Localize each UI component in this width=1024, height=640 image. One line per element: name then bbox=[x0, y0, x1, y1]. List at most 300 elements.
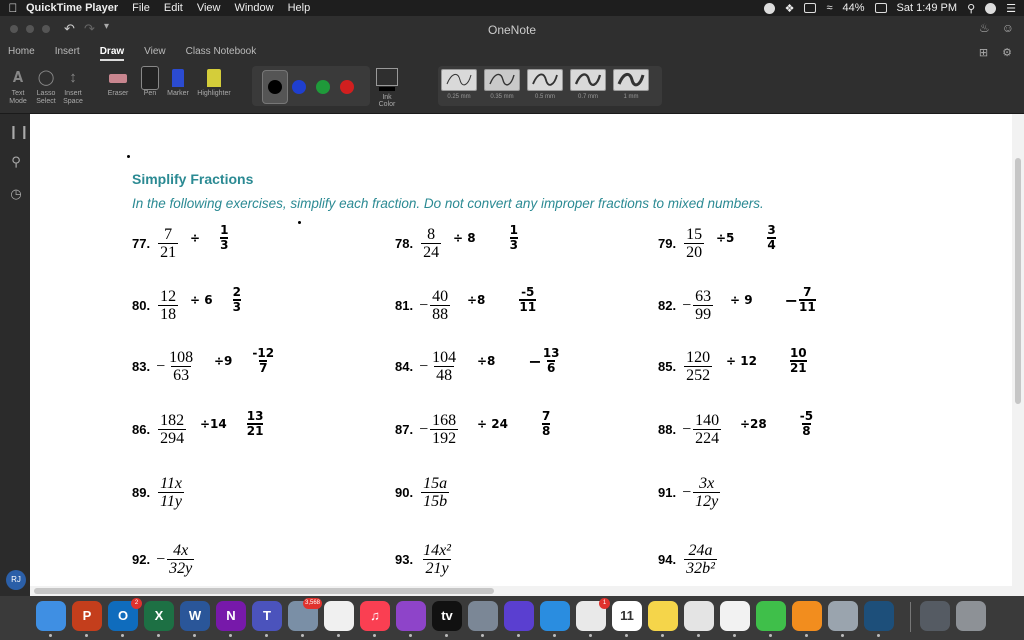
exercise-86[interactable] bbox=[132, 412, 186, 447]
handwritten-divisor: ÷8 bbox=[477, 354, 496, 368]
clock[interactable]: Sat 1:49 PM bbox=[896, 2, 958, 14]
denominator: 63 bbox=[173, 367, 190, 384]
page-heading[interactable]: Simplify Fractions bbox=[132, 171, 254, 187]
stroke-preview-icon bbox=[573, 72, 603, 88]
notification-badge: 1 bbox=[599, 598, 610, 609]
word-app-icon[interactable] bbox=[180, 601, 210, 631]
exercise-number: 88. bbox=[658, 422, 677, 437]
trash-app-icon[interactable] bbox=[956, 601, 986, 631]
numerator: 8 bbox=[427, 226, 436, 243]
tab-draw[interactable]: Draw bbox=[100, 42, 124, 62]
handwritten-numerator: -5 bbox=[521, 285, 535, 299]
tab-home[interactable]: Home bbox=[8, 46, 35, 57]
exercise-77[interactable] bbox=[132, 226, 178, 261]
launchpad-app-icon[interactable] bbox=[468, 601, 498, 631]
exercise-88[interactable] bbox=[658, 412, 721, 447]
denominator: 88 bbox=[432, 306, 449, 323]
handwritten-answer-84[interactable] bbox=[477, 347, 560, 375]
notification-badge: 3,568 bbox=[303, 598, 322, 609]
marker-icon bbox=[172, 69, 184, 87]
settings-icon[interactable]: ⚙ bbox=[1002, 47, 1012, 59]
handwritten-divisor: ÷ bbox=[190, 231, 201, 245]
exercise-79[interactable] bbox=[658, 226, 704, 261]
running-indicator bbox=[193, 634, 196, 637]
handwritten-negative: − bbox=[784, 290, 798, 310]
numerator: 24a bbox=[688, 542, 713, 559]
running-indicator bbox=[589, 634, 592, 637]
thickness-label: 0.5 mm bbox=[534, 94, 555, 100]
running-indicator bbox=[553, 634, 556, 637]
handwritten-answer-81[interactable] bbox=[467, 286, 536, 314]
negative-sign: − bbox=[682, 296, 692, 314]
exercise-82[interactable] bbox=[658, 288, 713, 323]
fraction bbox=[693, 412, 721, 447]
scroll-thumb[interactable] bbox=[1015, 158, 1021, 404]
numerator: 15 bbox=[686, 226, 703, 243]
downloads-app-icon[interactable] bbox=[920, 601, 950, 631]
running-indicator bbox=[157, 634, 160, 637]
color-blue-swatch[interactable] bbox=[292, 80, 306, 94]
eraser-icon bbox=[109, 74, 127, 83]
dropbox-icon[interactable]: ❖ bbox=[784, 2, 795, 15]
handwritten-answer-83[interactable] bbox=[214, 347, 274, 375]
feedback-smiley-icon[interactable]: ☺ bbox=[1001, 21, 1014, 35]
chrome-app-icon[interactable] bbox=[684, 601, 714, 631]
handwritten-fraction bbox=[220, 224, 228, 252]
running-indicator bbox=[661, 634, 664, 637]
handwritten-denominator: 21 bbox=[789, 361, 807, 375]
outlook-app-icon[interactable] bbox=[108, 601, 138, 631]
numerator: 15a bbox=[423, 475, 448, 492]
denominator: 24 bbox=[423, 244, 440, 261]
insert-space-button[interactable] bbox=[60, 66, 86, 106]
podcasts-app-icon[interactable] bbox=[396, 601, 426, 631]
facetime-app-icon[interactable] bbox=[756, 601, 786, 631]
redo-icon[interactable]: ↷ bbox=[84, 21, 95, 36]
handwritten-answer-86[interactable] bbox=[200, 410, 263, 438]
notification-badge: 2 bbox=[131, 598, 142, 609]
handwritten-numerator: -12 bbox=[252, 346, 275, 360]
fraction bbox=[684, 542, 717, 577]
user-avatar[interactable]: RJ bbox=[6, 570, 26, 590]
exercise-90[interactable] bbox=[395, 475, 449, 510]
lasso-select-label: Lasso Select bbox=[36, 90, 56, 105]
running-indicator bbox=[229, 634, 232, 637]
denominator: 32y bbox=[169, 560, 193, 577]
handwritten-numerator: 13 bbox=[542, 346, 560, 360]
preview-app-icon[interactable] bbox=[288, 601, 318, 631]
fraction bbox=[158, 412, 186, 447]
horizontal-scrollbar[interactable] bbox=[30, 586, 1024, 596]
fraction bbox=[158, 226, 178, 261]
numerator: 63 bbox=[695, 288, 712, 305]
tab-class-notebook[interactable]: Class Notebook bbox=[185, 46, 257, 57]
handwritten-fraction bbox=[799, 286, 816, 314]
screenshot-app-icon[interactable] bbox=[828, 601, 858, 631]
finder-app-icon[interactable] bbox=[36, 601, 66, 631]
highlighter-icon bbox=[207, 69, 221, 87]
handwritten-answer-78[interactable] bbox=[453, 224, 518, 252]
denominator: 224 bbox=[695, 430, 720, 447]
fraction bbox=[693, 475, 720, 510]
teams-app-icon[interactable] bbox=[252, 601, 282, 631]
thickness-gallery bbox=[438, 66, 662, 106]
app-icon-glyph: N bbox=[226, 608, 236, 623]
numerator: 12 bbox=[160, 288, 177, 305]
exercise-87[interactable] bbox=[395, 412, 458, 447]
handwritten-fraction bbox=[252, 347, 274, 375]
handwritten-negative: − bbox=[528, 351, 542, 371]
negative-sign: − bbox=[682, 420, 692, 438]
pen-label: Pen bbox=[143, 90, 157, 97]
handwritten-answer-85[interactable] bbox=[726, 347, 807, 375]
thickness-option[interactable] bbox=[483, 69, 521, 100]
handwritten-fraction bbox=[800, 410, 813, 438]
running-indicator bbox=[445, 634, 448, 637]
handwritten-denominator: 11 bbox=[799, 300, 816, 314]
airplay-icon[interactable] bbox=[804, 3, 816, 13]
menu-edit[interactable]: Edit bbox=[163, 2, 183, 14]
handwritten-fraction bbox=[519, 286, 536, 314]
fraction bbox=[421, 475, 449, 510]
denominator: 99 bbox=[695, 306, 712, 323]
app-name-menu[interactable]: QuickTime Player bbox=[26, 2, 119, 14]
powerpoint-app-icon[interactable] bbox=[72, 601, 102, 631]
color-green-swatch[interactable] bbox=[316, 80, 330, 94]
handwritten-denominator: 7 bbox=[259, 361, 268, 375]
exercise-81[interactable] bbox=[395, 288, 450, 323]
window-titlebar bbox=[0, 16, 1024, 42]
thickness-option[interactable] bbox=[440, 69, 478, 100]
siri-app-icon[interactable] bbox=[504, 601, 534, 631]
numerator: 40 bbox=[432, 288, 449, 305]
exercise-number: 86. bbox=[132, 422, 151, 437]
denominator: 32b² bbox=[686, 560, 715, 577]
exercise-80[interactable] bbox=[132, 288, 178, 323]
exercise-number: 83. bbox=[132, 359, 151, 374]
handwritten-answer-87[interactable] bbox=[477, 410, 550, 438]
tab-view[interactable]: View bbox=[144, 46, 166, 57]
customize-toolbar-icon[interactable]: ▾ bbox=[104, 21, 110, 32]
denominator: 192 bbox=[432, 430, 457, 447]
note-page[interactable] bbox=[30, 114, 1012, 586]
text-mode-button[interactable] bbox=[6, 66, 30, 106]
handwritten-numerator: 10 bbox=[789, 346, 807, 360]
wifi-icon[interactable]: ≈ bbox=[826, 2, 833, 14]
excel-app-icon[interactable] bbox=[144, 601, 174, 631]
share-icon[interactable]: ⊞ bbox=[978, 47, 989, 59]
music-app-icon[interactable] bbox=[360, 601, 390, 631]
scroll-thumb[interactable] bbox=[34, 588, 494, 594]
handwritten-fraction bbox=[767, 224, 775, 252]
fraction bbox=[684, 349, 712, 384]
app-icon-glyph: 11 bbox=[620, 608, 634, 623]
fraction bbox=[430, 412, 458, 447]
quicktime-app-icon[interactable] bbox=[864, 601, 894, 631]
instructions-text[interactable]: In the following exercises, simplify each fraction. Do not convert any improper fractions to mixed numbers. bbox=[132, 196, 764, 211]
exercise-number: 90. bbox=[395, 485, 414, 500]
marker-button[interactable] bbox=[164, 66, 192, 98]
numerator: 140 bbox=[695, 412, 720, 429]
stroke-preview-icon bbox=[487, 72, 517, 88]
negative-sign: − bbox=[419, 420, 429, 438]
notebooks-icon[interactable]: ❙❙ bbox=[8, 124, 30, 139]
exercise-number: 87. bbox=[395, 422, 414, 437]
handwritten-answer-77[interactable] bbox=[190, 224, 228, 252]
handwritten-divisor: ÷9 bbox=[214, 354, 233, 368]
thickness-label: 1 mm bbox=[623, 94, 639, 100]
handwritten-divisor: ÷5 bbox=[716, 231, 735, 245]
vertical-scrollbar[interactable] bbox=[1012, 114, 1024, 586]
denominator: 21y bbox=[425, 560, 449, 577]
exercise-89[interactable] bbox=[132, 475, 184, 510]
handwritten-answer-88[interactable] bbox=[740, 410, 813, 438]
exercise-84[interactable] bbox=[395, 349, 458, 384]
numerator: 182 bbox=[160, 412, 185, 429]
notes-app-icon[interactable] bbox=[648, 601, 678, 631]
denominator: 15b bbox=[423, 493, 448, 510]
handwritten-answer-80[interactable] bbox=[190, 286, 241, 314]
numerator: 168 bbox=[432, 412, 457, 429]
pen-button[interactable] bbox=[138, 66, 162, 98]
exercise-78[interactable] bbox=[395, 226, 441, 261]
menu-view[interactable]: View bbox=[196, 2, 221, 14]
handwritten-numerator: 3 bbox=[767, 223, 776, 237]
handwritten-denominator: 3 bbox=[232, 300, 241, 314]
app-icon-glyph: X bbox=[154, 608, 164, 623]
negative-sign: − bbox=[156, 357, 166, 375]
calendar-app-icon[interactable] bbox=[612, 601, 642, 631]
numerator: 4x bbox=[173, 542, 189, 559]
text-mode-label: Text Mode bbox=[9, 90, 27, 105]
highlighter-button[interactable] bbox=[194, 66, 234, 98]
exercise-number: 78. bbox=[395, 236, 414, 251]
notifications-bell-icon[interactable]: ♨ bbox=[978, 21, 990, 35]
app-icon-glyph: O bbox=[117, 608, 129, 623]
photos-app-icon[interactable] bbox=[720, 601, 750, 631]
handwritten-divisor: ÷28 bbox=[740, 417, 767, 431]
insert-space-icon: ↕ bbox=[69, 69, 77, 86]
exercise-number: 82. bbox=[658, 298, 677, 313]
negative-sign: − bbox=[419, 357, 429, 375]
books-app-icon[interactable] bbox=[792, 601, 822, 631]
ink-color-label: Ink Color bbox=[378, 94, 396, 108]
undo-icon[interactable]: ↶ bbox=[64, 21, 75, 36]
denominator: 20 bbox=[686, 244, 703, 261]
numerator: 11x bbox=[160, 475, 182, 492]
screen-recording-icon[interactable] bbox=[764, 3, 775, 14]
running-indicator bbox=[697, 634, 700, 637]
insert-space-label: Insert Space bbox=[63, 90, 83, 105]
thickness-label: 0.25 mm bbox=[447, 94, 471, 100]
marker-label: Marker bbox=[167, 90, 189, 97]
exercise-92[interactable] bbox=[132, 542, 194, 577]
menu-file[interactable]: File bbox=[132, 2, 150, 14]
menu-bar bbox=[0, 0, 1024, 16]
exercise-number: 93. bbox=[395, 552, 414, 567]
running-indicator bbox=[409, 634, 412, 637]
denominator: 21 bbox=[160, 244, 177, 261]
recent-notes-icon[interactable]: ◷ bbox=[10, 186, 22, 201]
denominator: 294 bbox=[160, 430, 185, 447]
pen-color-palette bbox=[252, 66, 370, 106]
running-indicator bbox=[517, 634, 520, 637]
running-indicator bbox=[265, 634, 268, 637]
stroke-preview-icon bbox=[444, 72, 474, 88]
thickness-option[interactable] bbox=[569, 69, 607, 100]
running-indicator bbox=[49, 634, 52, 637]
handwritten-numerator: 1 bbox=[509, 223, 518, 237]
safari-app-icon[interactable] bbox=[540, 601, 570, 631]
fraction bbox=[430, 349, 458, 384]
ink-color-icon bbox=[376, 68, 398, 86]
stroke-preview-icon bbox=[530, 72, 560, 88]
handwritten-divisor: ÷8 bbox=[467, 293, 486, 307]
thickness-option[interactable] bbox=[612, 69, 650, 100]
fraction bbox=[693, 288, 713, 323]
eraser-label: Eraser bbox=[107, 90, 129, 97]
draw-ribbon bbox=[0, 62, 1024, 114]
handwritten-denominator: 4 bbox=[767, 238, 776, 252]
handwritten-answer-82[interactable] bbox=[730, 286, 816, 314]
menu-help[interactable]: Help bbox=[287, 2, 311, 14]
lasso-select-button[interactable] bbox=[32, 66, 60, 106]
handwritten-fraction bbox=[510, 224, 518, 252]
handwritten-fraction bbox=[233, 286, 241, 314]
numerator: 120 bbox=[686, 349, 711, 366]
exercise-number: 84. bbox=[395, 359, 414, 374]
notification-center-icon[interactable]: ☰ bbox=[1006, 2, 1016, 15]
handwritten-denominator: 11 bbox=[519, 300, 537, 314]
exercise-number: 94. bbox=[658, 552, 677, 567]
fraction bbox=[684, 226, 704, 261]
window-title: OneNote bbox=[487, 23, 537, 37]
messages-app-icon[interactable] bbox=[576, 601, 606, 631]
running-indicator bbox=[733, 634, 736, 637]
app-icon-glyph: T bbox=[263, 608, 271, 623]
thickness-label: 0.7 mm bbox=[577, 94, 598, 100]
news-app-icon[interactable] bbox=[324, 601, 354, 631]
handwritten-divisor: ÷ 12 bbox=[726, 354, 757, 368]
app-icon-glyph: tv bbox=[441, 608, 453, 623]
stroke-preview-icon bbox=[616, 72, 646, 88]
handwritten-numerator: 2 bbox=[232, 285, 241, 299]
running-indicator bbox=[337, 634, 340, 637]
exercise-number: 77. bbox=[132, 236, 151, 251]
denominator: 11y bbox=[160, 493, 182, 510]
denominator: 12y bbox=[695, 493, 719, 510]
handwritten-numerator: 7 bbox=[803, 285, 812, 299]
numerator: 14x² bbox=[423, 542, 451, 559]
handwritten-fraction bbox=[247, 410, 264, 438]
running-indicator bbox=[85, 634, 88, 637]
fraction bbox=[430, 288, 450, 323]
handwritten-denominator: 3 bbox=[220, 238, 229, 252]
exercise-93[interactable] bbox=[395, 542, 453, 577]
running-indicator bbox=[841, 634, 844, 637]
fraction bbox=[421, 226, 441, 261]
numerator: 3x bbox=[699, 475, 715, 492]
handwritten-denominator: 8 bbox=[802, 424, 811, 438]
pen-icon bbox=[141, 66, 159, 90]
ink-dot bbox=[127, 155, 130, 158]
battery-percent[interactable]: 44% bbox=[842, 2, 865, 14]
exercise-number: 91. bbox=[658, 485, 677, 500]
fraction bbox=[158, 475, 184, 510]
fraction bbox=[158, 288, 178, 323]
handwritten-divisor: ÷ 24 bbox=[477, 417, 508, 431]
spotlight-search-icon[interactable]: ⚲ bbox=[967, 2, 976, 15]
ink-dot bbox=[298, 221, 301, 224]
ink-color-button[interactable] bbox=[376, 68, 398, 108]
running-indicator bbox=[877, 634, 880, 637]
color-black-swatch[interactable] bbox=[268, 80, 282, 94]
numerator: 104 bbox=[432, 349, 457, 366]
running-indicator bbox=[805, 634, 808, 637]
dock bbox=[0, 596, 1024, 640]
exercise-number: 89. bbox=[132, 485, 151, 500]
numerator: 108 bbox=[169, 349, 194, 366]
handwritten-denominator: 3 bbox=[509, 238, 518, 252]
left-sidebar bbox=[0, 114, 30, 596]
thickness-option[interactable] bbox=[526, 69, 564, 100]
onenote-app-icon[interactable] bbox=[216, 601, 246, 631]
search-icon[interactable]: ⚲ bbox=[11, 154, 21, 169]
exercise-number: 92. bbox=[132, 552, 151, 567]
running-indicator bbox=[301, 634, 304, 637]
denominator: 48 bbox=[436, 367, 453, 384]
highlighter-label: Highlighter bbox=[197, 90, 231, 97]
denominator: 252 bbox=[686, 367, 711, 384]
negative-sign: − bbox=[419, 296, 429, 314]
exercise-83[interactable] bbox=[132, 349, 195, 384]
menu-window[interactable]: Window bbox=[234, 2, 274, 14]
text-mode-icon: 𝚨 bbox=[12, 69, 24, 86]
exercise-94[interactable] bbox=[658, 542, 717, 577]
exercise-number: 81. bbox=[395, 298, 414, 313]
running-indicator bbox=[625, 634, 628, 637]
tab-insert[interactable]: Insert bbox=[54, 46, 80, 57]
handwritten-denominator: 8 bbox=[541, 424, 551, 438]
negative-sign: − bbox=[156, 550, 166, 568]
app-icon-glyph: ♫ bbox=[370, 608, 380, 623]
handwritten-numerator: 7 bbox=[541, 409, 551, 423]
denominator: 18 bbox=[160, 306, 177, 323]
exercise-85[interactable] bbox=[658, 349, 712, 384]
running-indicator bbox=[481, 634, 484, 637]
lasso-icon: ◯ bbox=[37, 69, 55, 86]
tv-app-icon[interactable] bbox=[432, 601, 462, 631]
app-icon-glyph: W bbox=[188, 608, 202, 623]
negative-sign: − bbox=[682, 483, 692, 501]
exercise-91[interactable] bbox=[658, 475, 720, 510]
color-red-swatch[interactable] bbox=[340, 80, 354, 94]
handwritten-divisor: ÷14 bbox=[200, 417, 227, 431]
handwritten-denominator: 21 bbox=[246, 424, 264, 438]
fraction bbox=[167, 542, 194, 577]
handwritten-numerator: -5 bbox=[799, 409, 814, 423]
ribbon-tabs bbox=[0, 42, 1024, 62]
siri-icon[interactable] bbox=[985, 3, 996, 14]
dock-separator bbox=[910, 602, 911, 632]
handwritten-divisor: ÷ 8 bbox=[453, 231, 476, 245]
eraser-button[interactable] bbox=[102, 66, 134, 98]
running-indicator bbox=[373, 634, 376, 637]
handwritten-answer-79[interactable] bbox=[716, 224, 776, 252]
fraction bbox=[167, 349, 195, 384]
numerator: 7 bbox=[164, 226, 173, 243]
apple-menu-icon[interactable] bbox=[0, 1, 26, 15]
